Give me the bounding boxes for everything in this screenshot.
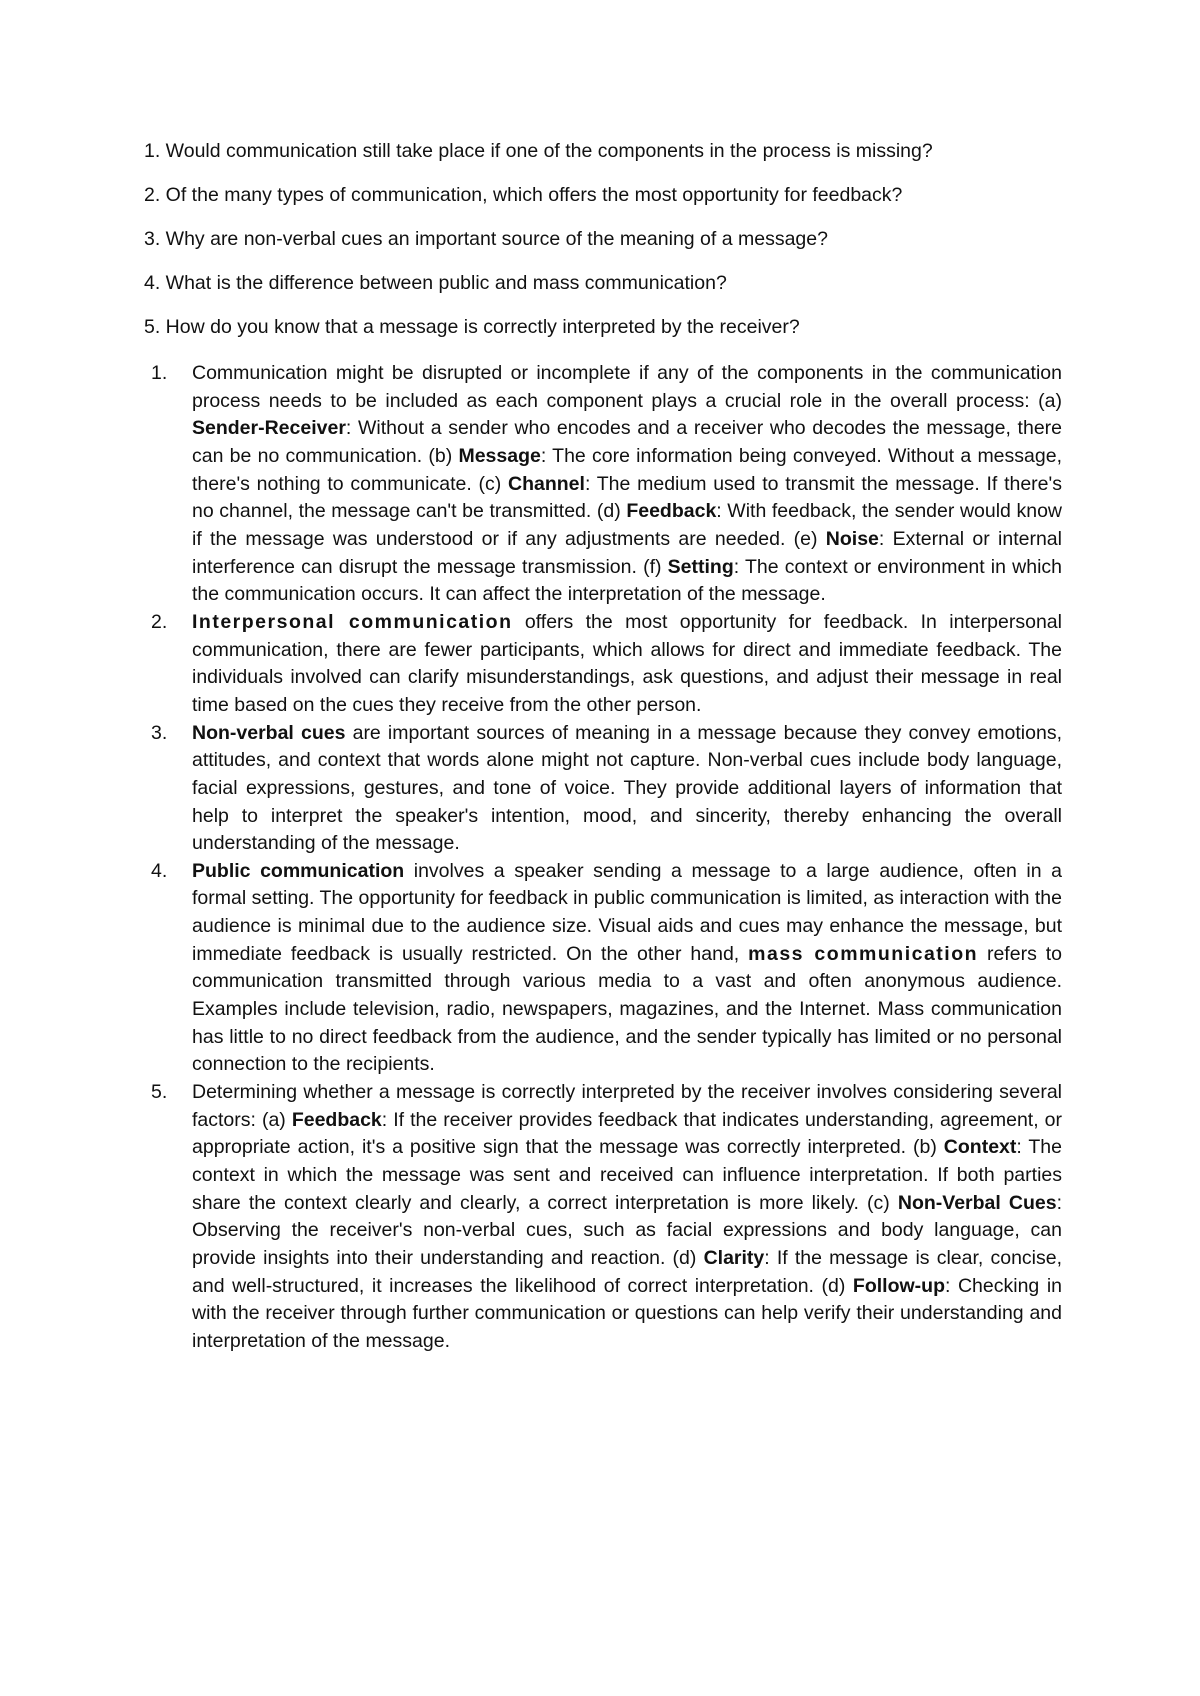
answer-text: Communication might be disrupted or incomplete if any of the components in the communication process needs to be included as each component plays a crucial role in the overall process: (a) <box>192 362 1062 412</box>
answer-text: : Without a sender who encodes and a receiver who decodes the message, there can be no communication. (b) <box>192 417 1062 467</box>
key-term-clarity: Clarity <box>703 1247 765 1269</box>
answer-text: refers to communication transmitted through various media to a vast and often anonymous audience. Examples include television, radio, newspapers, magazines, and the Internet. Mass communication has little to no direct feedback from the audience, and the sender typically has limited or no personal connection to the recipients. <box>192 942 1062 1076</box>
answer-number: 3. <box>151 721 168 744</box>
key-term-sender-receiver: Sender-Receiver <box>192 417 346 440</box>
answer-number: 5. <box>151 1081 168 1104</box>
question-item: 1. Would communication still take place if one of the components in the process is missing? <box>144 140 933 162</box>
answer-text: : With feedback, the sender would know if the message was understood or if any adjustments are needed. (e) <box>192 500 1063 550</box>
question-list <box>144 140 1062 339</box>
answer-text: : Observing the receiver's non-verbal cues, such as facial expressions and body language, can provide insights into their understanding and reaction. (d) <box>192 1191 1062 1269</box>
key-term-interpersonal-communication: Interpersonal communication <box>192 610 513 633</box>
key-term-non-verbal-cues: Non-Verbal Cues <box>897 1191 1057 1214</box>
question-item: 3. Why are non-verbal cues an important source of the meaning of a message? <box>144 228 828 250</box>
answer-text: : The context or environment in which the communication occurs. It can affect the interpretation of the message. <box>192 555 1062 606</box>
answer-text: involves a speaker sending a message to a large audience, often in a formal setting. The opportunity for feedback in public communication is limited, as interaction with the audience is minimal due to the audience size. Visual aids and cues may enhance the message, but immediate feedback is usually restricted. On the other hand, <box>192 859 1062 965</box>
answer-item <box>151 858 1062 1079</box>
question-item: 4. What is the difference between public and mass communication? <box>144 272 727 294</box>
key-term-channel: Channel <box>508 472 585 495</box>
question-item: 5. How do you know that a message is correctly interpreted by the receiver? <box>144 316 800 338</box>
document-page <box>144 140 1062 1356</box>
key-term-non-verbal-cues: Non-verbal cues <box>192 721 346 744</box>
question-item: 2. Of the many types of communication, which offers the most opportunity for feedback? <box>144 184 903 206</box>
answer-text: : If the receiver provides feedback that indicates understanding, agreement, or appropriate action, it's a positive sign that the message was correctly interpreted. (b) <box>192 1108 1062 1159</box>
key-term-setting: Setting <box>667 555 734 578</box>
answer-text: offers the most opportunity for feedback. In interpersonal communication, there are fewer participants, which allows for direct and immediate feedback. The individuals involved can clarify misunderstandings, ask questions, and adjust their message in real time based on the cues they receive from the other person. <box>192 610 1062 716</box>
answer-item <box>151 720 1062 858</box>
answer-number: 1. <box>151 362 168 384</box>
key-term-message: Message <box>458 444 541 467</box>
answer-text: Determining whether a message is correctly interpreted by the receiver involves considering several factors: (a) <box>192 1081 1062 1131</box>
answer-text: are important sources of meaning in a message because they convey emotions, attitudes, and context that words alone might not capture. Non-verbal cues include body language, facial expressions, gestures, and tone of voice. They provide additional layers of information that help to interpret the speaker's intention, mood, and sincerity, thereby enhancing the overall understanding of the message. <box>192 721 1062 855</box>
answer-item <box>151 1079 1063 1356</box>
answer-number: 4. <box>151 859 168 882</box>
answer-list <box>144 360 1062 1356</box>
answer-text: : If the message is clear, concise, and well-structured, it increases the likelihood of correct interpretation. (d) <box>192 1247 1063 1297</box>
answer-text: : The core information being conveyed. Without a message, there's nothing to communicate. (c) <box>192 444 1062 495</box>
answer-item <box>151 609 1062 720</box>
answer-text: : External or internal interference can disrupt the message transmission. (f) <box>192 527 1062 578</box>
answer-text: : The medium used to transmit the message. If there's no channel, the message can't be transmitted. (d) <box>192 472 1062 523</box>
key-term-feedback: Feedback <box>626 500 717 523</box>
key-term-context: Context <box>943 1136 1017 1159</box>
key-term-mass-communication: mass communication <box>748 942 979 965</box>
key-term-public-communication: Public communication <box>192 859 405 882</box>
answer-text: : The context in which the message was sent and received can influence interpretation. If both parties share the context clearly and clearly, a correct interpretation is more likely. (c) <box>192 1136 1062 1214</box>
answer-text: : Checking in with the receiver through further communication or questions can help verify their understanding and interpretation of the message. <box>192 1274 1062 1352</box>
answer-number: 2. <box>151 610 168 633</box>
key-term-follow-up: Follow-up <box>852 1274 945 1297</box>
key-term-noise: Noise <box>825 527 879 550</box>
key-term-feedback: Feedback <box>291 1108 382 1131</box>
answer-item <box>151 360 1063 609</box>
